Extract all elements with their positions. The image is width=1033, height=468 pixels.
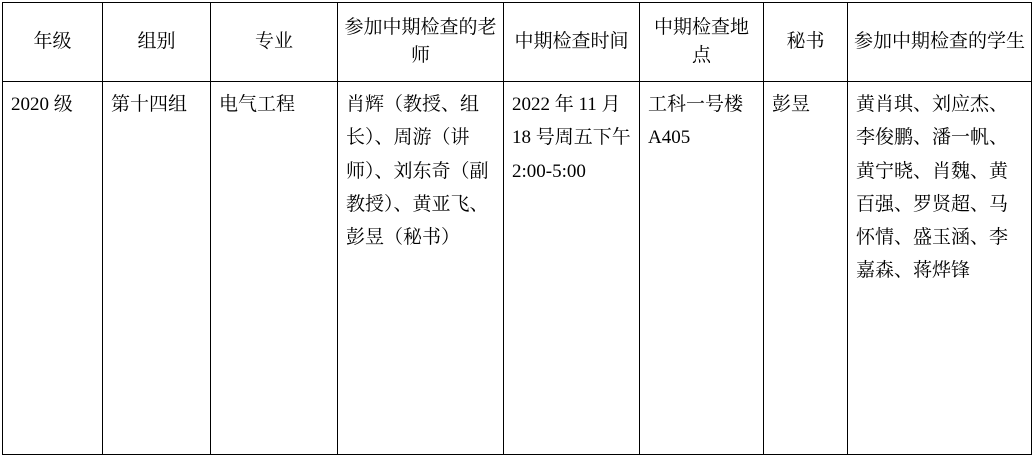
header-students: 参加中期检查的学生 <box>848 3 1032 82</box>
cell-students-text: 黄肖琪、刘应杰、李俊鹏、潘一帆、黄宁晓、肖魏、黄百强、罗贤超、马怀情、盛玉涵、李嘉森、蒋烨锋 <box>856 94 1009 282</box>
document-page <box>0 2 1033 468</box>
header-group: 组别 <box>103 3 211 82</box>
cell-time-text: 2022 年 11 月 18 号周五下午 2:00-5:00 <box>512 94 631 182</box>
cell-place <box>640 82 764 455</box>
header-secretary: 秘书 <box>764 3 848 82</box>
cell-secretary-text: 彭昱 <box>772 94 811 115</box>
cell-place-text: 工科一号楼 A405 <box>648 94 744 149</box>
header-place: 中期检查地点 <box>640 3 764 82</box>
cell-teachers-text: 肖辉（教授、组长）、周游（讲师）、刘东奇（副教授）、黄亚飞、彭昱（秘书） <box>346 94 489 248</box>
header-major: 专业 <box>211 3 338 82</box>
cell-students <box>848 82 1032 455</box>
header-time: 中期检查时间 <box>504 3 640 82</box>
cell-teachers <box>338 82 504 455</box>
midterm-check-table <box>2 2 1032 455</box>
cell-group-text: 第十四组 <box>111 94 188 115</box>
table-row <box>3 82 1032 455</box>
cell-group <box>103 82 211 455</box>
cell-time <box>504 82 640 455</box>
cell-grade <box>3 82 103 455</box>
cell-major <box>211 82 338 455</box>
cell-major-text: 电气工程 <box>219 94 296 115</box>
table-header-row <box>3 3 1032 82</box>
cell-grade-text: 2020 级 <box>11 94 73 115</box>
header-grade: 年级 <box>3 3 103 82</box>
header-teachers: 参加中期检查的老师 <box>338 3 504 82</box>
cell-secretary <box>764 82 848 455</box>
